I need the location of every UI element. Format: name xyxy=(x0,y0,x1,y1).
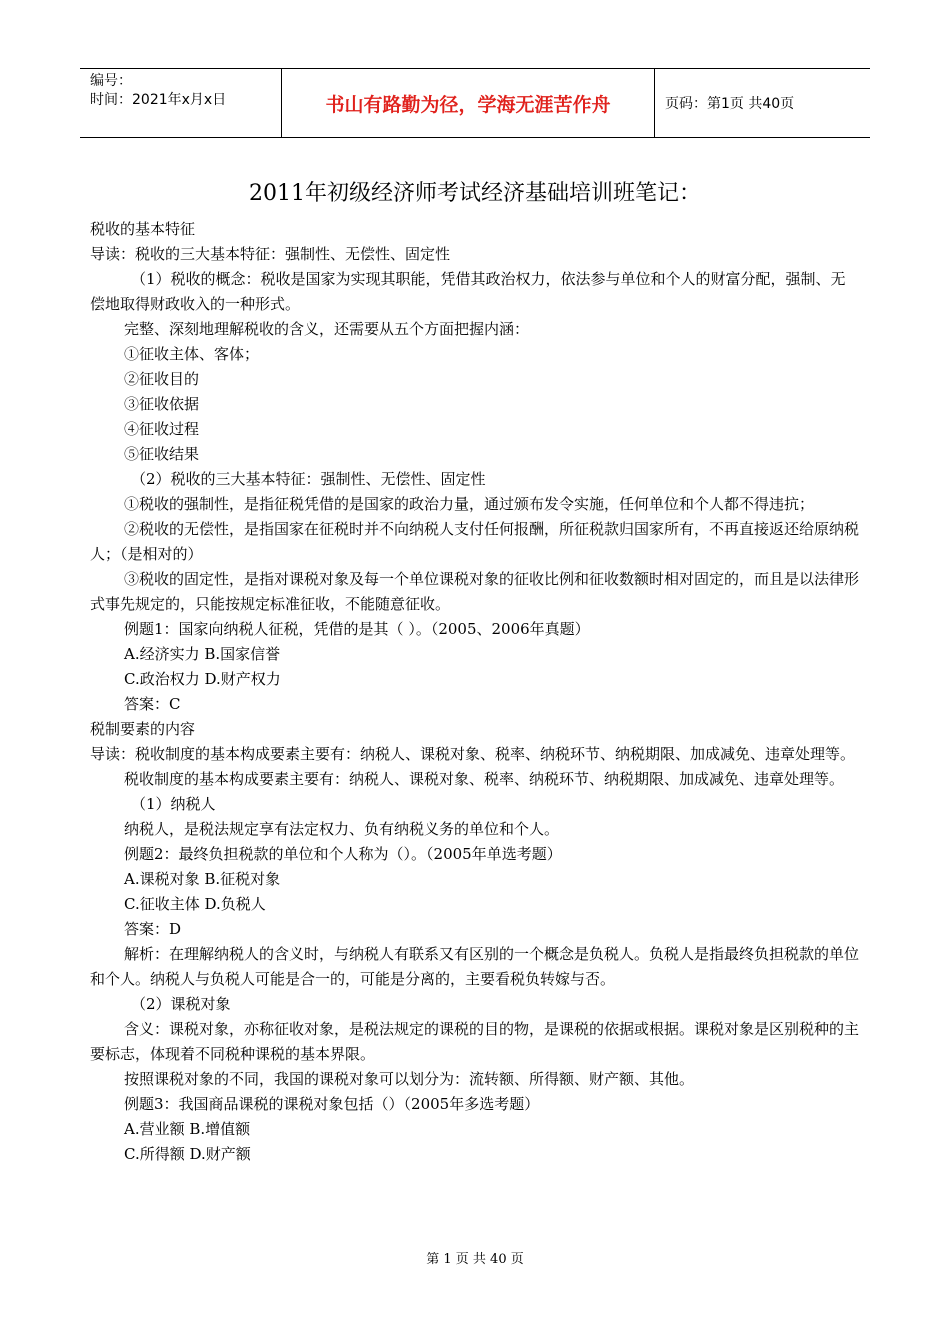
answer-options: A.课税对象 B.征税对象 xyxy=(124,870,281,888)
page-footer xyxy=(0,1248,950,1267)
body-paragraph: 纳税人，是税法规定享有法定权力、负有纳税义务的单位和个人。 xyxy=(124,820,560,838)
example-question: 例题2：最终负担税款的单位和个人称为（）。（2005年单选考题） xyxy=(124,845,562,863)
body-paragraph: 完整、深刻地理解税收的含义，还需要从五个方面把握内涵： xyxy=(124,320,530,338)
answer-options: A.经济实力 B.国家信誉 xyxy=(124,645,281,663)
list-item: ②征收目的 xyxy=(124,370,200,388)
header-page-info: 页码：第1页 共40页 xyxy=(665,96,795,112)
example-question: 例题3：我国商品课税的课税对象包括（）（2005年多选考题） xyxy=(124,1095,540,1113)
explanation: 解析：在理解纳税人的含义时，与纳税人有联系又有区别的一个概念是负税人。负税人是指最终负担税款的单位和个人。纳税人与负税人可能是合一的，可能是分离的，主要看税负转嫁与否。 xyxy=(90,945,860,988)
answer-options: C.政治权力 D.财产权力 xyxy=(124,670,281,688)
body-paragraph: 按照课税对象的不同，我国的课税对象可以划分为：流转额、所得额、财产额、其他。 xyxy=(124,1070,695,1088)
section-heading: 税制要素的内容 xyxy=(90,720,196,738)
answer: 答案：C xyxy=(124,695,181,713)
intro-text: 导读：税收制度的基本构成要素主要有：纳税人、课税对象、税率、纳税环节、纳税期限、加成减免、违章处理等。 xyxy=(90,745,856,763)
list-item: ③征收依据 xyxy=(124,395,200,413)
body-paragraph: ①税收的强制性，是指征税凭借的是国家的政治力量，通过颁布发令实施，任何单位和个人都不得违抗； xyxy=(124,495,815,513)
body-paragraph: ②税收的无偿性，是指国家在征税时并不向纳税人支付任何报酬，所征税款归国家所有，不再直接返还给原纳税人；（是相对的） xyxy=(90,520,860,563)
header-motto: 书山有路勤为径，学海无涯苦作舟 xyxy=(282,69,655,137)
answer-options: A.营业额 B.增值额 xyxy=(124,1120,251,1138)
body-paragraph: （2）税收的三大基本特征：强制性、无偿性、固定性 xyxy=(131,470,486,488)
example-question: 例题1：国家向纳税人征税，凭借的是其（ ）。（2005、2006年真题） xyxy=(124,620,590,638)
page-number: 第 1 页 共 40 页 xyxy=(426,1252,524,1267)
document-date: 时间：2021年x月x日 xyxy=(90,92,227,108)
subheading: （2）课税对象 xyxy=(131,995,231,1013)
body-paragraph: （1）税收的概念：税收是国家为实现其职能，凭借其政治权力，依法参与单位和个人的财富分配，强制、无偿地取得财政收入的一种形式。 xyxy=(90,270,846,313)
answer: 答案：D xyxy=(124,920,182,938)
document-body xyxy=(90,217,860,1167)
list-item: ①征收主体、客体； xyxy=(124,345,260,363)
body-paragraph: 含义：课税对象，亦称征收对象，是税法规定的课税的目的物，是课税的依据或根据。课税对象是区别税种的主要标志，体现着不同税种课税的基本界限。 xyxy=(90,1020,860,1063)
subheading: （1）纳税人 xyxy=(131,795,216,813)
section-heading: 税收的基本特征 xyxy=(90,220,196,238)
list-item: ⑤征收结果 xyxy=(124,445,200,463)
document-title: 2011年初级经济师考试经济基础培训班笔记： xyxy=(249,181,701,206)
page-header xyxy=(80,68,870,138)
answer-options: C.所得额 D.财产额 xyxy=(124,1145,251,1163)
body-paragraph: 税收制度的基本构成要素主要有：纳税人、课税对象、税率、纳税环节、纳税期限、加成减免、违章处理等。 xyxy=(124,770,845,788)
body-paragraph: ③税收的固定性，是指对课税对象及每一个单位课税对象的征收比例和征收数额时相对固定的，而且是以法律形式事先规定的，只能按规定标准征收，不能随意征收。 xyxy=(90,570,860,613)
answer-options: C.征收主体 D.负税人 xyxy=(124,895,266,913)
intro-text: 导读：税收的三大基本特征：强制性、无偿性、固定性 xyxy=(90,245,451,263)
list-item: ④征收过程 xyxy=(124,420,200,438)
header-meta xyxy=(80,69,282,137)
document-number-label: 编号： xyxy=(90,73,132,89)
